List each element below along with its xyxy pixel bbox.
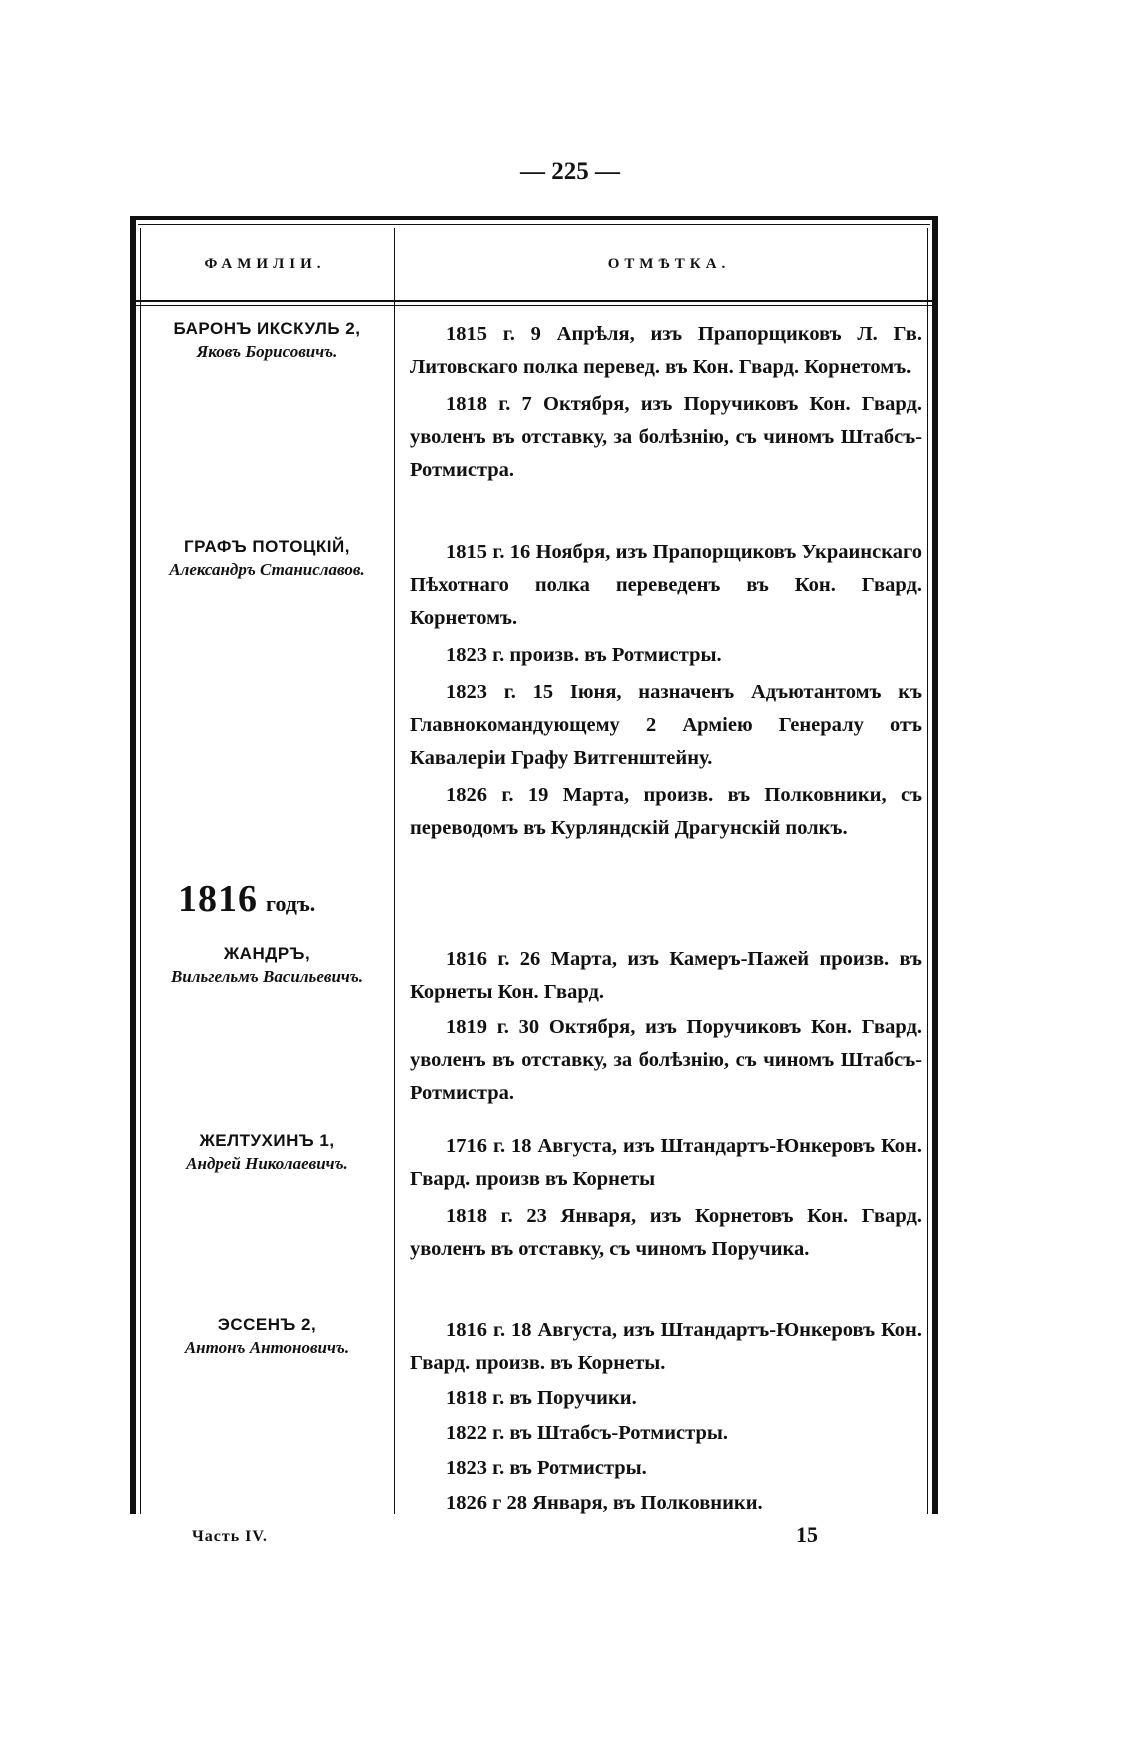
person-surname: ЭССЕНЪ 2, xyxy=(217,1315,317,1334)
service-entry: 1818 г. 7 Октября, изъ Поручиковъ Кон. Гвард. уволенъ въ отставку, за болѣзнію, съ чиномъ Штабсъ-Ротмистра. xyxy=(410,393,922,481)
person-given-name: Яковъ Борисовичъ. xyxy=(196,342,338,361)
person-entries xyxy=(410,1130,922,1266)
person-given-name: Александръ Станиславов. xyxy=(169,560,365,579)
person-given-name: Антонъ Антоновичъ. xyxy=(184,1338,350,1357)
person-surname: ЖЕЛТУХИНЪ 1, xyxy=(199,1131,335,1150)
service-entry: 1823 г. произв. въ Ротмистры. xyxy=(446,644,722,666)
service-entry: 1716 г. 18 Августа, изъ Штандартъ-Юнкеровъ Кон. Гвард. произв въ Корнеты xyxy=(410,1135,922,1190)
year-heading xyxy=(178,877,315,921)
service-entry: 1815 г. 9 Апрѣля, изъ Прапорщиковъ Л. Гв. Литовскаго полка перевед. въ Кон. Гвард. Корнетомъ. xyxy=(410,323,922,378)
service-entry: 1818 г. 23 Января, изъ Корнетовъ Кон. Гвард. уволенъ въ отставку, съ чиномъ Поручика. xyxy=(410,1205,922,1260)
service-entry: 1826 г 28 Января, въ Полковники. xyxy=(446,1492,763,1514)
page-number: — 225 — xyxy=(520,158,620,185)
service-entry: 1822 г. въ Штабсъ-Ротмистры. xyxy=(446,1422,729,1444)
person-given-name: Андрей Николаевичъ. xyxy=(186,1154,348,1173)
column-header-names: ФАМИЛІИ. xyxy=(204,256,326,272)
frame-inner-right-rule xyxy=(927,228,928,1514)
service-entry: 1826 г. 19 Марта, произв. въ Полковники, съ переводомъ въ Курляндскій Драгунскій полкъ. xyxy=(410,784,922,839)
person-name-block xyxy=(136,1314,398,1360)
person-surname: БАРОНЪ ИКСКУЛЬ 2, xyxy=(173,319,361,338)
signature-mark: 15 xyxy=(796,1522,818,1547)
year-number: 1816 xyxy=(178,878,258,920)
header-rule xyxy=(136,300,932,302)
year-word: годъ. xyxy=(266,891,316,916)
person-surname: ЖАНДРЪ, xyxy=(223,944,311,963)
person-given-name: Вильгельмъ Васильевичъ. xyxy=(170,967,364,986)
person-surname: ГРАФЪ ПОТОЦКІЙ, xyxy=(184,537,350,556)
person-entries xyxy=(410,536,922,845)
service-entry: 1816 г. 18 Августа, изъ Штандартъ-Юнкеровъ Кон. Гвард. произв. въ Корнеты. xyxy=(410,1319,922,1374)
service-entry: 1819 г. 30 Октября, изъ Поручиковъ Кон. Гвард. уволенъ въ отставку, за болѣзнію, съ чиномъ Штабсъ-Ротмистра. xyxy=(410,1016,922,1104)
person-entries xyxy=(410,943,922,1110)
person-name-block xyxy=(136,318,398,364)
service-entry: 1818 г. въ Поручики. xyxy=(446,1387,637,1409)
person-entries xyxy=(410,1314,922,1520)
service-entry: 1823 г. въ Ротмистры. xyxy=(446,1457,647,1479)
person-entries xyxy=(410,318,922,487)
header-rule-thin xyxy=(136,305,932,306)
service-entry: 1823 г. 15 Іюня, назначенъ Адъютантомъ къ Главнокомандующему 2 Арміею Генералу отъ Кавалеріи Графу Витгенштейну. xyxy=(410,681,922,769)
part-label: Часть IV. xyxy=(192,1528,268,1545)
person-name-block xyxy=(136,536,398,582)
service-entry: 1815 г. 16 Ноября, изъ Прапорщиковъ Украинскаго Пѣхотнаго полка переведенъ въ Кон. Гвард. Корнетомъ. xyxy=(410,541,922,629)
person-name-block xyxy=(136,943,398,989)
service-entry: 1816 г. 26 Марта, изъ Камеръ-Пажей произв. въ Корнеты Кон. Гвард. xyxy=(410,948,922,1003)
column-header-notes: ОТМѢТКА. xyxy=(607,256,731,272)
person-name-block xyxy=(136,1130,398,1176)
